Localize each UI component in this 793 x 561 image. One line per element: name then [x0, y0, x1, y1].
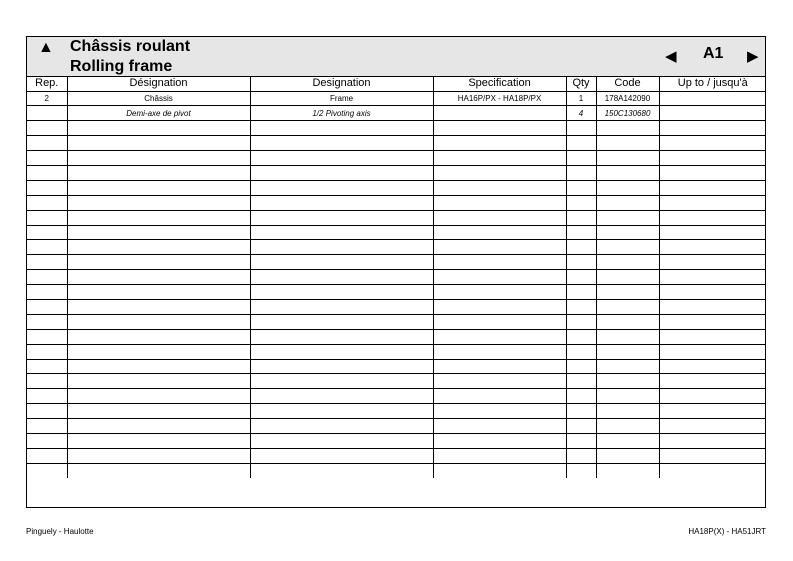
cell-qty: 4 [566, 106, 596, 121]
cell-rep [27, 255, 67, 270]
cell-specification [433, 419, 566, 434]
cell-designation-en [250, 225, 433, 240]
cell-rep [27, 389, 67, 404]
cell-specification [433, 240, 566, 255]
table-row [27, 433, 766, 448]
cell-specification [433, 136, 566, 151]
cell-specification [433, 195, 566, 210]
cell-qty [566, 270, 596, 285]
cell-qty [566, 195, 596, 210]
cell-upto [659, 121, 766, 136]
table-row [27, 374, 766, 389]
table-row [27, 270, 766, 285]
cell-designation-fr [67, 151, 250, 166]
table-row [27, 344, 766, 359]
title-english: Rolling frame [70, 58, 173, 75]
cell-qty [566, 344, 596, 359]
column-header-upto: Up to / jusqu'à [659, 76, 766, 91]
cell-designation-en [250, 314, 433, 329]
cell-designation-fr [67, 136, 250, 151]
table-row [27, 136, 766, 151]
table-row [27, 285, 766, 300]
cell-code: 178A142090 [596, 91, 659, 106]
cell-specification [433, 106, 566, 121]
cell-designation-en [250, 344, 433, 359]
cell-qty [566, 225, 596, 240]
cell-specification [433, 151, 566, 166]
cell-code [596, 419, 659, 434]
cell-rep: 2 [27, 91, 67, 106]
cell-designation-fr [67, 225, 250, 240]
table-row [27, 359, 766, 374]
cell-designation-fr: Châssis [67, 91, 250, 106]
table-row [27, 195, 766, 210]
cell-upto [659, 329, 766, 344]
footer-model: HA18P(X) - HA51JRT [688, 527, 766, 536]
cell-upto [659, 225, 766, 240]
cell-designation-en: 1/2 Pivoting axis [250, 106, 433, 121]
cell-specification [433, 404, 566, 419]
cell-code [596, 225, 659, 240]
cell-designation-en [250, 329, 433, 344]
column-header-specification: Specification [433, 76, 566, 91]
cell-specification [433, 359, 566, 374]
cell-rep [27, 180, 67, 195]
table-row [27, 91, 766, 106]
cell-specification [433, 165, 566, 180]
table-row [27, 106, 766, 121]
cell-code [596, 389, 659, 404]
cell-designation-fr [67, 419, 250, 434]
cell-designation-en [250, 463, 433, 478]
cell-qty [566, 136, 596, 151]
cell-qty [566, 240, 596, 255]
cell-upto [659, 195, 766, 210]
cell-specification [433, 389, 566, 404]
cell-upto [659, 151, 766, 166]
cell-designation-en [250, 195, 433, 210]
cell-designation-en [250, 359, 433, 374]
table-row [27, 329, 766, 344]
cell-specification [433, 448, 566, 463]
previous-page-icon[interactable]: ◀ [665, 48, 677, 65]
cell-upto [659, 433, 766, 448]
parts-table [27, 76, 766, 478]
cell-upto [659, 91, 766, 106]
cell-upto [659, 419, 766, 434]
cell-designation-fr [67, 165, 250, 180]
cell-code [596, 463, 659, 478]
cell-designation-en [250, 180, 433, 195]
cell-rep [27, 314, 67, 329]
cell-designation-fr [67, 389, 250, 404]
cell-upto [659, 404, 766, 419]
cell-designation-fr [67, 195, 250, 210]
cell-code [596, 329, 659, 344]
cell-qty [566, 448, 596, 463]
column-header-designation-en: Designation [250, 76, 433, 91]
table-row [27, 419, 766, 434]
cell-code [596, 433, 659, 448]
column-header-rep: Rep. [27, 76, 67, 91]
cell-upto [659, 270, 766, 285]
table-row [27, 255, 766, 270]
cell-code [596, 344, 659, 359]
sheet-header [27, 37, 765, 77]
cell-code [596, 195, 659, 210]
cell-specification [433, 210, 566, 225]
cell-rep [27, 195, 67, 210]
cell-qty [566, 255, 596, 270]
cell-code [596, 180, 659, 195]
cell-rep [27, 404, 67, 419]
cell-upto [659, 255, 766, 270]
cell-specification [433, 374, 566, 389]
table-row [27, 210, 766, 225]
cell-designation-fr [67, 359, 250, 374]
table-row [27, 314, 766, 329]
cell-specification [433, 463, 566, 478]
cell-designation-fr [67, 433, 250, 448]
cell-rep [27, 225, 67, 240]
cell-specification [433, 180, 566, 195]
cell-designation-fr [67, 299, 250, 314]
cell-qty [566, 314, 596, 329]
cell-qty [566, 180, 596, 195]
cell-upto [659, 389, 766, 404]
table-row [27, 299, 766, 314]
cell-qty [566, 285, 596, 300]
cell-qty [566, 433, 596, 448]
cell-designation-en [250, 285, 433, 300]
table-header-row [27, 76, 766, 91]
cell-designation-fr [67, 210, 250, 225]
cell-rep [27, 463, 67, 478]
cell-upto [659, 210, 766, 225]
cell-designation-fr [67, 463, 250, 478]
cell-code [596, 240, 659, 255]
cell-qty: 1 [566, 91, 596, 106]
cell-code [596, 121, 659, 136]
cell-code: 150C130680 [596, 106, 659, 121]
cell-designation-fr [67, 270, 250, 285]
cell-rep [27, 151, 67, 166]
cell-rep [27, 165, 67, 180]
cell-specification [433, 255, 566, 270]
cell-upto [659, 344, 766, 359]
cell-code [596, 314, 659, 329]
cell-designation-en [250, 404, 433, 419]
next-page-icon[interactable]: ▶ [747, 48, 759, 65]
cell-rep [27, 433, 67, 448]
table-row [27, 404, 766, 419]
cell-qty [566, 374, 596, 389]
cell-rep [27, 344, 67, 359]
cell-specification [433, 270, 566, 285]
cell-designation-en [250, 374, 433, 389]
cell-code [596, 285, 659, 300]
cell-designation-en [250, 270, 433, 285]
cell-designation-fr [67, 285, 250, 300]
cell-upto [659, 374, 766, 389]
cell-qty [566, 165, 596, 180]
cell-rep [27, 106, 67, 121]
cell-qty [566, 404, 596, 419]
cell-rep [27, 329, 67, 344]
cell-designation-en [250, 389, 433, 404]
page-code: A1 [703, 45, 724, 62]
up-arrow-icon[interactable]: ▲ [38, 39, 54, 56]
cell-designation-en: Frame [250, 91, 433, 106]
cell-qty [566, 419, 596, 434]
cell-qty [566, 389, 596, 404]
cell-rep [27, 285, 67, 300]
cell-designation-en [250, 419, 433, 434]
table-row [27, 225, 766, 240]
table-row [27, 165, 766, 180]
cell-upto [659, 448, 766, 463]
cell-designation-en [250, 121, 433, 136]
cell-specification: HA16P/PX - HA18P/PX [433, 91, 566, 106]
cell-upto [659, 165, 766, 180]
cell-rep [27, 374, 67, 389]
cell-code [596, 210, 659, 225]
cell-specification [433, 285, 566, 300]
cell-rep [27, 136, 67, 151]
cell-upto [659, 359, 766, 374]
cell-upto [659, 136, 766, 151]
cell-designation-en [250, 299, 433, 314]
cell-specification [433, 121, 566, 136]
cell-upto [659, 240, 766, 255]
table-row [27, 151, 766, 166]
cell-qty [566, 151, 596, 166]
cell-rep [27, 270, 67, 285]
column-header-qty: Qty [566, 76, 596, 91]
cell-upto [659, 299, 766, 314]
title-french: Châssis roulant [70, 38, 191, 55]
cell-qty [566, 463, 596, 478]
cell-rep [27, 240, 67, 255]
cell-code [596, 136, 659, 151]
cell-designation-fr [67, 180, 250, 195]
cell-rep [27, 121, 67, 136]
footer-manufacturer: Pinguely - Haulotte [26, 527, 94, 536]
cell-qty [566, 359, 596, 374]
cell-designation-fr [67, 448, 250, 463]
cell-designation-fr [67, 314, 250, 329]
cell-specification [433, 433, 566, 448]
cell-qty [566, 329, 596, 344]
cell-upto [659, 180, 766, 195]
cell-designation-en [250, 433, 433, 448]
cell-code [596, 359, 659, 374]
cell-designation-fr [67, 255, 250, 270]
cell-designation-en [250, 136, 433, 151]
cell-code [596, 299, 659, 314]
cell-designation-en [250, 240, 433, 255]
cell-code [596, 448, 659, 463]
cell-designation-en [250, 255, 433, 270]
table-body [27, 91, 766, 478]
cell-code [596, 404, 659, 419]
cell-rep [27, 210, 67, 225]
table-row [27, 448, 766, 463]
cell-designation-fr: Demi-axe de pivot [67, 106, 250, 121]
cell-upto [659, 314, 766, 329]
cell-qty [566, 121, 596, 136]
cell-designation-fr [67, 344, 250, 359]
cell-designation-en [250, 151, 433, 166]
cell-specification [433, 344, 566, 359]
cell-code [596, 255, 659, 270]
cell-specification [433, 314, 566, 329]
column-header-designation-fr: Désignation [67, 76, 250, 91]
cell-upto [659, 463, 766, 478]
cell-designation-fr [67, 404, 250, 419]
cell-rep [27, 359, 67, 374]
table-row [27, 121, 766, 136]
cell-designation-fr [67, 329, 250, 344]
cell-designation-fr [67, 374, 250, 389]
cell-designation-fr [67, 121, 250, 136]
cell-specification [433, 225, 566, 240]
cell-upto [659, 106, 766, 121]
cell-code [596, 151, 659, 166]
cell-designation-fr [67, 240, 250, 255]
table-row [27, 240, 766, 255]
cell-designation-en [250, 448, 433, 463]
cell-qty [566, 210, 596, 225]
cell-specification [433, 299, 566, 314]
cell-designation-en [250, 165, 433, 180]
cell-specification [433, 329, 566, 344]
parts-sheet [26, 36, 766, 508]
column-header-code: Code [596, 76, 659, 91]
cell-code [596, 270, 659, 285]
cell-upto [659, 285, 766, 300]
cell-rep [27, 419, 67, 434]
cell-code [596, 374, 659, 389]
table-row [27, 389, 766, 404]
cell-code [596, 165, 659, 180]
cell-qty [566, 299, 596, 314]
cell-designation-en [250, 210, 433, 225]
cell-rep [27, 448, 67, 463]
table-row [27, 463, 766, 478]
cell-rep [27, 299, 67, 314]
table-row [27, 180, 766, 195]
